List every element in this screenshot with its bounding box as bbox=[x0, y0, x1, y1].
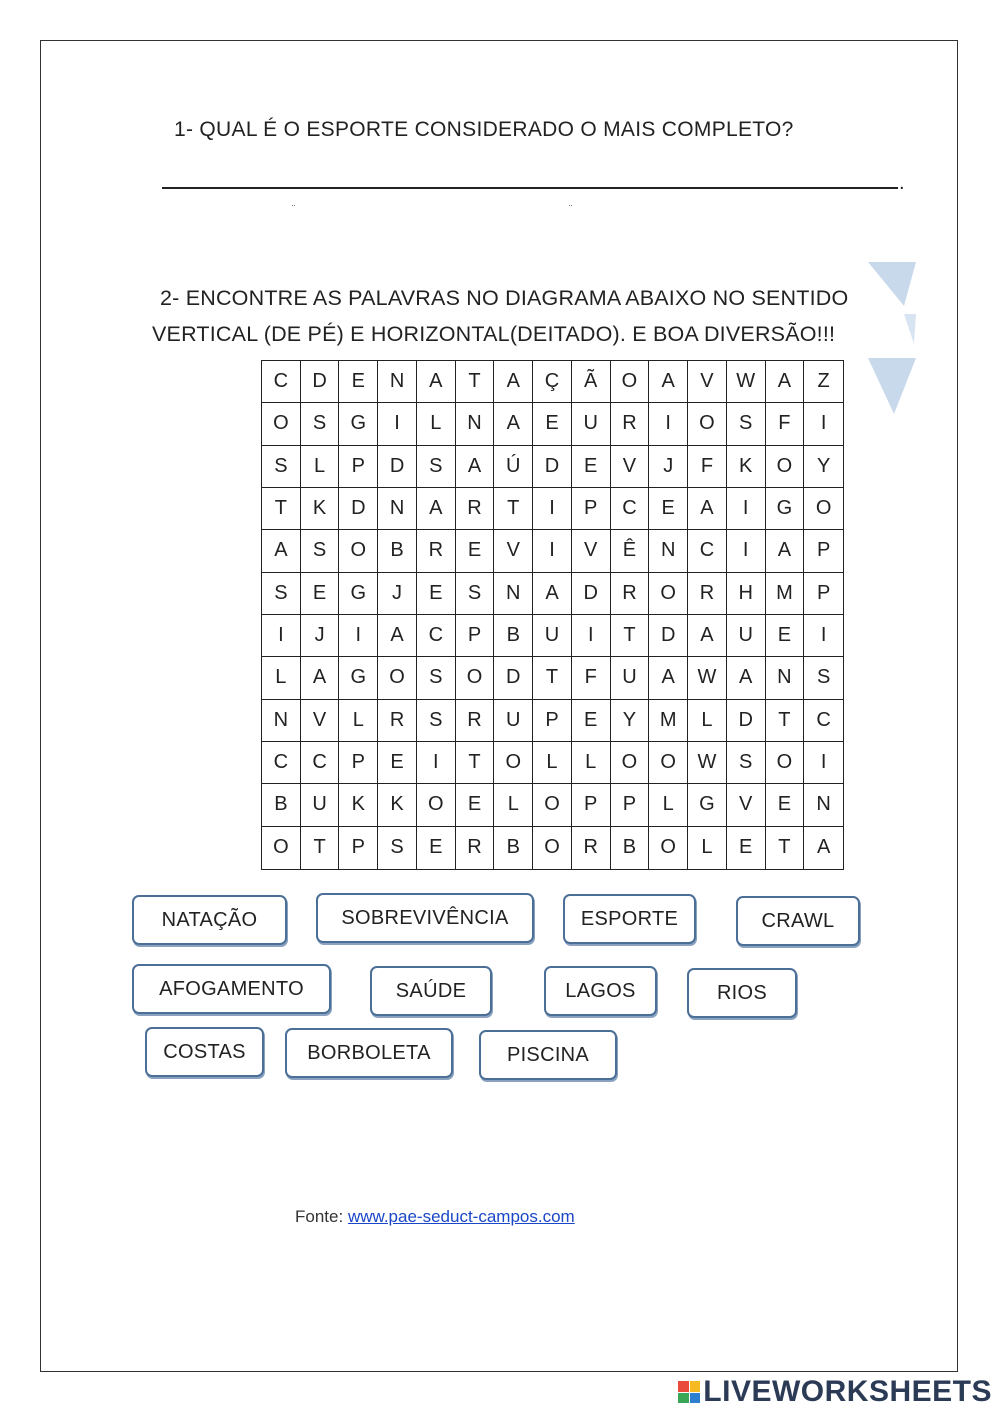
grid-cell[interactable]: O bbox=[649, 742, 688, 784]
grid-cell[interactable]: R bbox=[456, 827, 495, 869]
grid-cell[interactable]: A bbox=[378, 615, 417, 657]
grid-cell[interactable]: K bbox=[301, 488, 340, 530]
grid-cell[interactable]: I bbox=[649, 403, 688, 445]
grid-cell[interactable]: N bbox=[378, 488, 417, 530]
grid-cell[interactable]: A bbox=[262, 530, 301, 572]
grid-cell[interactable]: O bbox=[649, 573, 688, 615]
grid-cell[interactable]: E bbox=[649, 488, 688, 530]
grid-cell[interactable]: T bbox=[533, 657, 572, 699]
grid-cell[interactable]: J bbox=[301, 615, 340, 657]
word-card[interactable]: RIOS bbox=[687, 968, 797, 1018]
grid-cell[interactable]: B bbox=[494, 615, 533, 657]
grid-cell[interactable]: P bbox=[804, 573, 843, 615]
grid-cell[interactable]: S bbox=[727, 742, 766, 784]
grid-cell[interactable]: J bbox=[378, 573, 417, 615]
grid-cell[interactable]: Z bbox=[804, 361, 843, 403]
grid-cell[interactable]: L bbox=[649, 784, 688, 826]
grid-cell[interactable]: L bbox=[572, 742, 611, 784]
grid-cell[interactable]: Ú bbox=[494, 446, 533, 488]
grid-cell[interactable]: S bbox=[456, 573, 495, 615]
grid-cell[interactable]: A bbox=[301, 657, 340, 699]
grid-cell[interactable]: H bbox=[727, 573, 766, 615]
grid-cell[interactable]: A bbox=[766, 361, 805, 403]
word-card[interactable]: NATAÇÃO bbox=[132, 895, 287, 945]
grid-cell[interactable]: A bbox=[533, 573, 572, 615]
grid-cell[interactable]: B bbox=[262, 784, 301, 826]
grid-cell[interactable]: G bbox=[339, 573, 378, 615]
grid-cell[interactable]: A bbox=[727, 657, 766, 699]
grid-cell[interactable]: D bbox=[378, 446, 417, 488]
grid-cell[interactable]: S bbox=[417, 657, 456, 699]
grid-cell[interactable]: L bbox=[301, 446, 340, 488]
grid-cell[interactable]: Ê bbox=[611, 530, 650, 572]
grid-cell[interactable]: R bbox=[688, 573, 727, 615]
grid-cell[interactable]: O bbox=[494, 742, 533, 784]
grid-cell[interactable]: E bbox=[533, 403, 572, 445]
grid-cell[interactable]: E bbox=[572, 700, 611, 742]
stray-mark: ¨ bbox=[569, 204, 573, 215]
grid-cell[interactable]: L bbox=[262, 657, 301, 699]
grid-cell[interactable]: C bbox=[262, 361, 301, 403]
grid-cell[interactable]: G bbox=[688, 784, 727, 826]
grid-cell[interactable]: A bbox=[816, 836, 831, 859]
grid-cell[interactable]: D bbox=[649, 615, 688, 657]
grid-cell[interactable]: K bbox=[339, 784, 378, 826]
grid-cell[interactable]: C bbox=[262, 742, 301, 784]
grid-cell[interactable]: E bbox=[572, 446, 611, 488]
grid-cell[interactable]: O bbox=[611, 361, 650, 403]
grid-cell[interactable]: S bbox=[804, 657, 843, 699]
deco-triangle bbox=[904, 314, 916, 344]
grid-cell[interactable]: N bbox=[649, 530, 688, 572]
grid-cell[interactable]: O bbox=[688, 403, 727, 445]
grid-cell[interactable]: A bbox=[688, 615, 727, 657]
grid-cell[interactable]: W bbox=[688, 657, 727, 699]
grid-cell[interactable]: E bbox=[766, 615, 805, 657]
grid-cell[interactable]: C bbox=[417, 615, 456, 657]
grid-cell[interactable]: I bbox=[417, 742, 456, 784]
grid-cell[interactable]: M bbox=[649, 700, 688, 742]
grid-cell[interactable]: D bbox=[301, 361, 340, 403]
grid-cell[interactable]: V bbox=[688, 361, 727, 403]
brand-text: LIVEWORKSHEETS bbox=[703, 1375, 992, 1408]
grid-cell[interactable]: N bbox=[494, 573, 533, 615]
grid-cell[interactable]: R bbox=[572, 827, 611, 869]
grid-cell[interactable]: C bbox=[688, 530, 727, 572]
grid-cell[interactable]: C bbox=[301, 742, 340, 784]
grid-cell[interactable]: T bbox=[456, 742, 495, 784]
grid-cell[interactable]: I bbox=[533, 488, 572, 530]
grid-cell[interactable]: L bbox=[688, 700, 727, 742]
word-card[interactable]: LAGOS bbox=[544, 966, 657, 1016]
grid-cell[interactable]: W bbox=[688, 742, 727, 784]
grid-cell[interactable]: E bbox=[456, 784, 495, 826]
grid-cell[interactable]: R bbox=[417, 530, 456, 572]
grid-cell[interactable]: L bbox=[494, 784, 533, 826]
word-card[interactable]: PISCINA bbox=[479, 1030, 617, 1080]
word-search-grid bbox=[261, 360, 844, 870]
grid-cell[interactable]: O bbox=[262, 827, 301, 869]
grid-cell[interactable]: U bbox=[301, 784, 340, 826]
grid-cell[interactable]: Y bbox=[804, 446, 843, 488]
grid-cell[interactable]: E bbox=[339, 361, 378, 403]
grid-cell[interactable]: T bbox=[766, 827, 805, 869]
grid-cell[interactable]: O bbox=[533, 784, 572, 826]
grid-cell[interactable]: I bbox=[727, 488, 766, 530]
grid-cell[interactable]: Y bbox=[611, 700, 650, 742]
grid-cell[interactable]: A bbox=[688, 488, 727, 530]
word-card[interactable]: BORBOLETA bbox=[285, 1028, 453, 1078]
grid-cell[interactable]: J bbox=[649, 446, 688, 488]
grid-cell[interactable]: O bbox=[378, 657, 417, 699]
grid-cell[interactable]: E bbox=[727, 827, 766, 869]
grid-cell[interactable]: O bbox=[456, 657, 495, 699]
grid-cell[interactable]: I bbox=[533, 530, 572, 572]
grid-cell[interactable]: E bbox=[766, 784, 805, 826]
grid-cell[interactable]: N bbox=[804, 784, 843, 826]
grid-cell[interactable]: D bbox=[727, 700, 766, 742]
grid-cell[interactable]: G bbox=[766, 488, 805, 530]
grid-cell[interactable]: E bbox=[417, 827, 456, 869]
word-card[interactable]: AFOGAMENTO bbox=[132, 964, 331, 1014]
grid-cell[interactable]: T bbox=[494, 488, 533, 530]
grid-cell[interactable]: V bbox=[572, 530, 611, 572]
answer-end-dot: . bbox=[899, 172, 905, 194]
word-card[interactable]: COSTAS bbox=[145, 1027, 264, 1077]
grid-cell[interactable]: T bbox=[301, 827, 340, 869]
grid-cell[interactable]: N bbox=[456, 403, 495, 445]
source-line bbox=[295, 1207, 575, 1227]
grid-cell[interactable]: E bbox=[456, 530, 495, 572]
deco-triangle bbox=[868, 358, 916, 414]
grid-cell[interactable]: T bbox=[262, 488, 301, 530]
grid-cell[interactable]: U bbox=[727, 615, 766, 657]
grid-cell[interactable]: O bbox=[417, 784, 456, 826]
grid-cell[interactable]: O bbox=[766, 742, 805, 784]
grid-cell[interactable]: S bbox=[378, 827, 417, 869]
brand-icon bbox=[678, 1381, 700, 1403]
grid-cell[interactable]: E bbox=[378, 742, 417, 784]
grid-cell[interactable]: E bbox=[301, 573, 340, 615]
source-label: Fonte: bbox=[295, 1207, 344, 1226]
stray-mark: ¨ bbox=[292, 204, 296, 215]
grid-cell[interactable]: B bbox=[611, 827, 650, 869]
grid-cell[interactable]: F bbox=[688, 446, 727, 488]
grid-cell[interactable]: V bbox=[301, 700, 340, 742]
grid-cell[interactable]: F bbox=[572, 657, 611, 699]
grid-cell[interactable]: D bbox=[494, 657, 533, 699]
deco-triangle bbox=[868, 262, 916, 306]
grid-cell[interactable]: P bbox=[339, 827, 378, 869]
grid-cell[interactable]: A bbox=[417, 488, 456, 530]
grid-cell[interactable]: R bbox=[456, 488, 495, 530]
grid-cell[interactable]: K bbox=[378, 784, 417, 826]
decorative-triangles bbox=[864, 258, 920, 418]
question-2-line-2: VERTICAL (DE PÉ) E HORIZONTAL(DEITADO). E BOA DIVERSÃO!!! bbox=[152, 322, 836, 346]
answer-input-line[interactable] bbox=[162, 187, 898, 189]
grid-cell[interactable]: O bbox=[649, 827, 688, 869]
grid-cell[interactable]: A bbox=[456, 446, 495, 488]
grid-cell[interactable]: C bbox=[611, 488, 650, 530]
word-card[interactable]: CRAWL bbox=[736, 896, 860, 946]
grid-cell[interactable]: P bbox=[533, 700, 572, 742]
grid-cell[interactable]: F bbox=[766, 403, 805, 445]
grid-cell[interactable]: P bbox=[456, 615, 495, 657]
grid-cell[interactable]: P bbox=[339, 446, 378, 488]
grid-cell[interactable]: N bbox=[378, 361, 417, 403]
grid-cell[interactable]: D bbox=[533, 446, 572, 488]
grid-cell[interactable]: S bbox=[727, 403, 766, 445]
grid-cell[interactable]: L bbox=[417, 403, 456, 445]
grid-cell[interactable]: P bbox=[339, 742, 378, 784]
grid-cell[interactable]: T bbox=[456, 361, 495, 403]
grid-cell[interactable]: G bbox=[339, 657, 378, 699]
grid-cell[interactable]: U bbox=[533, 615, 572, 657]
grid-cell[interactable]: Ç bbox=[533, 361, 572, 403]
grid-cell[interactable]: I bbox=[804, 615, 843, 657]
grid-cell[interactable]: U bbox=[494, 700, 533, 742]
grid-cell[interactable]: O bbox=[766, 446, 805, 488]
grid-cell[interactable]: M bbox=[766, 573, 805, 615]
brand-logo bbox=[678, 1375, 992, 1409]
grid-cell[interactable]: A bbox=[417, 361, 456, 403]
grid-cell[interactable]: L bbox=[533, 742, 572, 784]
grid-cell[interactable]: I bbox=[727, 530, 766, 572]
word-card[interactable]: ESPORTE bbox=[563, 894, 696, 944]
grid-cell[interactable]: S bbox=[417, 700, 456, 742]
word-card[interactable]: SOBREVIVÊNCIA bbox=[316, 893, 534, 943]
grid-cell[interactable]: U bbox=[611, 657, 650, 699]
grid-cell[interactable]: P bbox=[611, 784, 650, 826]
grid-cell[interactable]: A bbox=[494, 361, 533, 403]
grid-cell[interactable]: S bbox=[301, 530, 340, 572]
grid-cell[interactable]: I bbox=[262, 615, 301, 657]
grid-cell[interactable]: A bbox=[766, 530, 805, 572]
grid-cell[interactable]: R bbox=[378, 700, 417, 742]
grid-cell[interactable]: V bbox=[611, 446, 650, 488]
grid-cell[interactable]: O bbox=[339, 530, 378, 572]
grid-cell[interactable]: R bbox=[456, 700, 495, 742]
grid-cell[interactable]: I bbox=[339, 615, 378, 657]
question-2-line-1: 2- ENCONTRE AS PALAVRAS NO DIAGRAMA ABAIXO NO SENTIDO bbox=[160, 286, 849, 310]
grid-cell[interactable]: I bbox=[572, 615, 611, 657]
grid-cell[interactable]: S bbox=[417, 446, 456, 488]
question-2 bbox=[152, 280, 882, 352]
grid-cell[interactable]: N bbox=[262, 700, 301, 742]
grid-cell[interactable]: D bbox=[339, 488, 378, 530]
grid-cell[interactable]: S bbox=[301, 403, 340, 445]
grid-cell[interactable]: D bbox=[572, 573, 611, 615]
grid-cell[interactable]: R bbox=[611, 403, 650, 445]
grid-cell[interactable]: I bbox=[378, 403, 417, 445]
grid-cell[interactable]: O bbox=[804, 488, 843, 530]
grid-cell[interactable]: N bbox=[766, 657, 805, 699]
grid-cell[interactable]: P bbox=[804, 530, 843, 572]
word-card[interactable]: SAÚDE bbox=[370, 966, 492, 1016]
grid-cell[interactable]: V bbox=[727, 784, 766, 826]
grid-cell[interactable]: K bbox=[727, 446, 766, 488]
grid-cell[interactable]: O bbox=[611, 742, 650, 784]
grid-cell[interactable]: W bbox=[727, 361, 766, 403]
grid-cell[interactable]: B bbox=[378, 530, 417, 572]
grid-cell[interactable]: V bbox=[494, 530, 533, 572]
grid-cell[interactable]: T bbox=[766, 700, 805, 742]
grid-cell[interactable]: Ã bbox=[572, 361, 611, 403]
source-link[interactable]: www.pae-seduct-campos.com bbox=[347, 1207, 575, 1226]
grid-cell[interactable]: C bbox=[804, 700, 843, 742]
grid-cell[interactable]: B bbox=[494, 827, 533, 869]
grid-cell[interactable]: G bbox=[339, 403, 378, 445]
grid-cell[interactable]: A bbox=[649, 361, 688, 403]
grid-cell[interactable]: A bbox=[494, 403, 533, 445]
grid-cell[interactable]: P bbox=[572, 784, 611, 826]
grid-cell[interactable]: O bbox=[262, 403, 301, 445]
grid-cell[interactable]: U bbox=[572, 403, 611, 445]
grid-cell[interactable]: A bbox=[649, 657, 688, 699]
grid-cell[interactable]: L bbox=[688, 827, 727, 869]
grid-cell[interactable]: I bbox=[804, 403, 843, 445]
grid-cell[interactable]: L bbox=[339, 700, 378, 742]
question-1: 1- QUAL É O ESPORTE CONSIDERADO O MAIS COMPLETO? bbox=[174, 118, 794, 141]
grid-cell[interactable]: S bbox=[262, 446, 301, 488]
grid-cell[interactable]: I bbox=[804, 742, 843, 784]
grid-cell[interactable]: T bbox=[611, 615, 650, 657]
grid-cell[interactable]: R bbox=[611, 573, 650, 615]
grid-cell[interactable]: P bbox=[572, 488, 611, 530]
grid-cell[interactable]: O bbox=[533, 827, 572, 869]
grid-cell[interactable]: E bbox=[417, 573, 456, 615]
grid-cell[interactable]: S bbox=[262, 573, 301, 615]
